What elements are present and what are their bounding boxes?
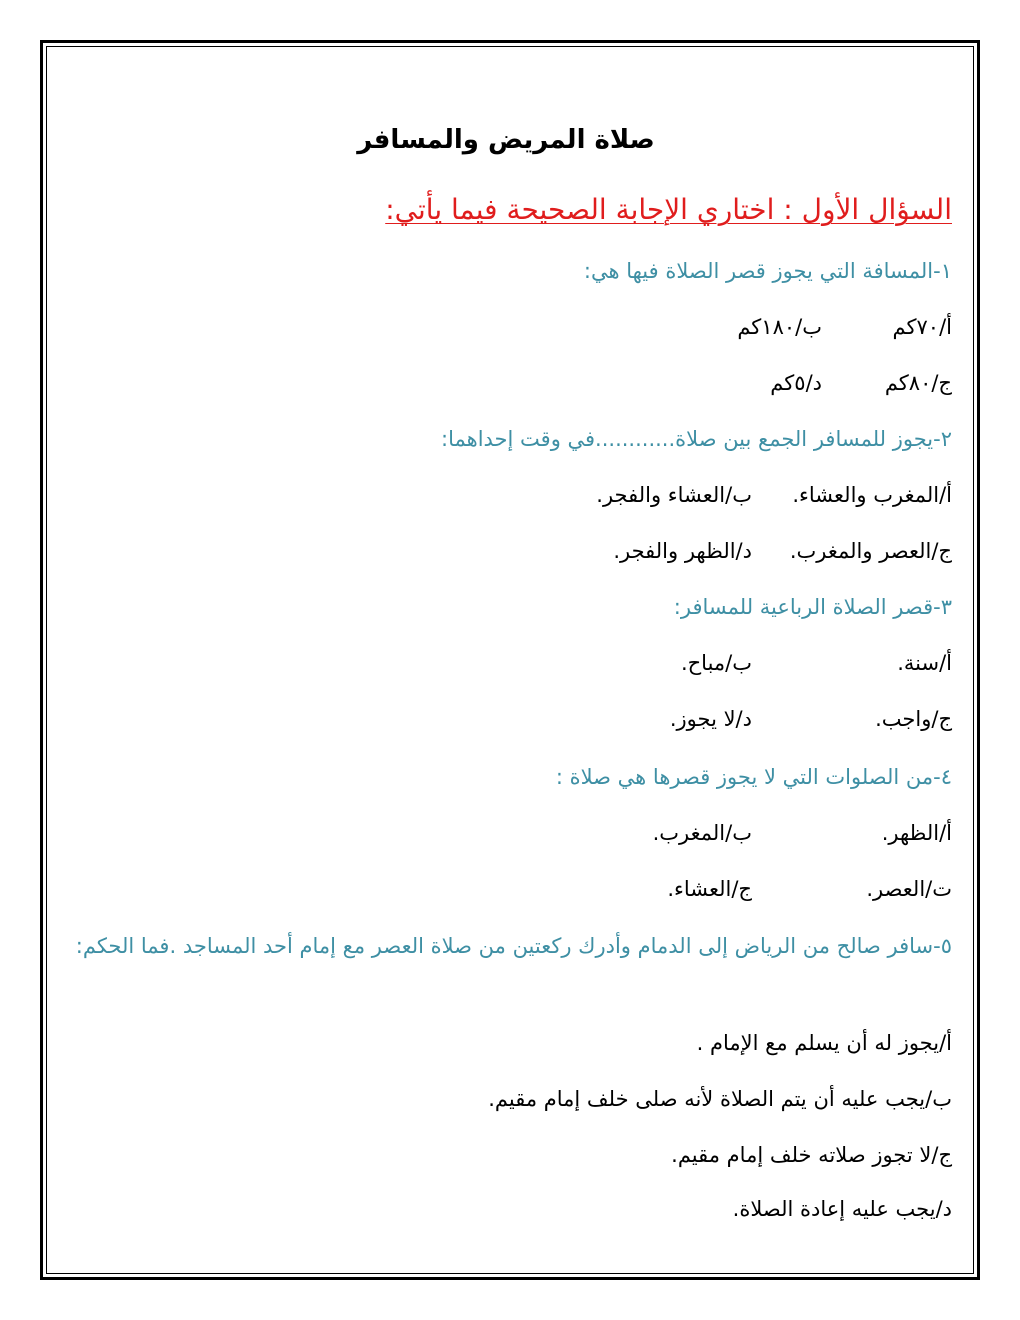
question-2-options-row-2 [613, 536, 952, 566]
worksheet [60, 0, 952, 1320]
option: ب/المغرب. [652, 821, 752, 845]
question-5-option-b: ب/يجب عليه أن يتم الصلاة لأنه صلى خلف إمام مقيم. [488, 1087, 952, 1111]
option: ج/العشاء. [667, 877, 752, 901]
option: أ/المغرب والعشاء. [792, 483, 952, 507]
section-heading: السؤال الأول : اختاري الإجابة الصحيحة فيما يأتي: [385, 193, 952, 226]
option: ب/١٨٠كم [737, 315, 822, 339]
option: ت/العصر. [866, 877, 952, 901]
page-title: صلاة المريض والمسافر [357, 125, 655, 155]
question-5-option-c: ج/لا تجوز صلاته خلف إمام مقيم. [671, 1143, 952, 1167]
question-1-options-row-1 [737, 312, 952, 342]
option: أ/٧٠كم [892, 315, 952, 339]
question-3: ٣-قصر الصلاة الرباعية للمسافر: [673, 595, 952, 619]
question-4: ٤-من الصلوات التي لا يجوز قصرها هي صلاة : [555, 765, 952, 789]
option: أ/سنة. [897, 651, 952, 675]
question-2-options-row-1 [596, 480, 952, 510]
option: د/لا يجوز. [669, 707, 752, 731]
question-3-options-row-2 [670, 704, 952, 734]
question-4-options-row-1 [653, 818, 952, 848]
option: ج/العصر والمغرب. [789, 539, 952, 563]
question-1-options-row-2 [770, 368, 952, 398]
question-5-option-d: د/يجب عليه إعادة الصلاة. [732, 1197, 952, 1221]
question-5: ٥-سافر صالح من الرياض إلى الدمام وأدرك ركعتين من صلاة العصر مع إمام أحد المساجد .فما الحكم: [75, 934, 952, 958]
question-4-options-row-2 [667, 874, 952, 904]
question-2: ٢-يجوز للمسافر الجمع بين صلاة............في وقت إحداهما: [441, 427, 952, 451]
question-5-option-a: أ/يجوز له أن يسلم مع الإمام . [696, 1031, 952, 1055]
option: أ/الظهر. [881, 821, 952, 845]
option: ب/العشاء والفجر. [596, 483, 752, 507]
question-3-options-row-1 [681, 648, 952, 678]
option: ج/واجب. [875, 707, 952, 731]
option: د/الظهر والفجر. [613, 539, 752, 563]
option: ج/٨٠كم [884, 371, 952, 395]
option: د/٥كم [770, 371, 822, 395]
option: ب/مباح. [680, 651, 752, 675]
question-1: ١-المسافة التي يجوز قصر الصلاة فيها هي: [583, 259, 952, 283]
